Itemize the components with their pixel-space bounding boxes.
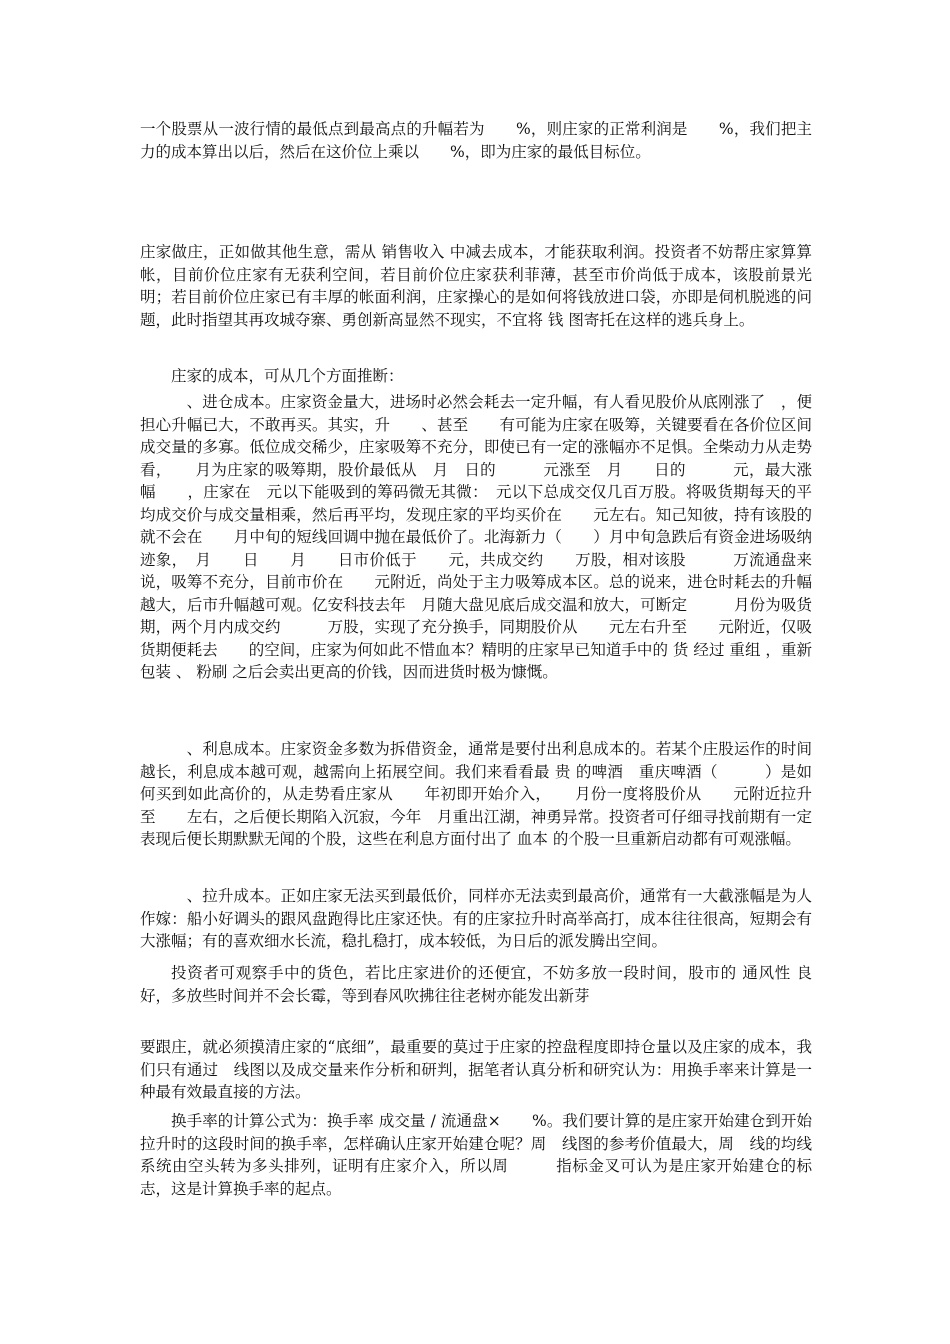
paragraph-target-price: 一个股票从一波行情的最低点到最高点的升幅若为 %，则庄家的正常利润是 %，我们把主力的成本算出以后，然后在这价位上乘以 %，即为庄家的最低目标位。 xyxy=(140,120,812,161)
paragraph-dealer-cost-intro: 庄家做庄，正如做其他生意，需从 销售收入 中减去成本，才能获取利润。投资者不妨帮庄家算算帐，目前价位庄家有无获利空间，若目前价位庄家获利菲薄，甚至市价尚低于成本，该股前景光明；若目前价位庄家已有丰厚的帐面利润，庄家操心的是如何将钱放进口袋，亦即是伺机脱逃的问题，此时指望其再攻城夺寨、勇创新高显然不现实，不宜将 钱 图寄托在这样的逃兵身上。 xyxy=(140,243,812,329)
paragraph-pullup-cost: 、拉升成本。正如庄家无法买到最低价，同样亦无法卖到最高价，通常有一大截涨幅是为人作嫁：船小好调头的跟风盘跑得比庄家还快。有的庄家拉升时高举高打，成本往往很高，短期会有大涨幅；有的喜欢细水长流，稳扎稳打，成本较低，为日后的派发腾出空间。 xyxy=(140,887,812,950)
paragraph-entry-cost: 、进仓成本。庄家资金量大，进场时必然会耗去一定升幅，有人看见股价从底刚涨了 ，便担心升幅已大，不敢再买。其实，升 、甚至 有可能为庄家在吸筹，关键要看在各价位区间成交量的多寡。低位成交稀少，庄家吸筹不充分，即使已有一定的涨幅亦不足惧。全柴动力从走势看， 月为庄家的吸筹期，股价最低从 月 日的 元涨至 月 日的 元，最大涨幅 ，庄家在 元以下能吸到的筹码微无其微： 元以下总成交仅几百万股。将吸货期每天的平均成交价与成交量相乘，然后再平均，发现庄家的平均买价在 元左右。知己知彼，持有该股的就不会在 月中旬的短线回调中抛在最低价了。北海新力（ ）月中旬急跌后有资金进场吸纳迹象， 月 日 月 日市价低于 元，共成交约 万股，相对该股 万流通盘来说，吸筹不充分，目前市价在 元附近，尚处于主力吸筹成本区。总的说来，进仓时耗去的升幅越大，后市升幅越可观。亿安科技去年 月随大盘见底后成交温和放大，可断定 月份为吸货期，两个月内成交约 万股，实现了充分换手，同期股价从 元左右升至 元附近，仅吸货期便耗去 的空间，庄家为何如此不惜血本？精明的庄家早已知道手中的 货 经过 重组 ，重新 包装 、 粉刷 之后会卖出更高的价钱，因而进货时极为慷慨。 xyxy=(140,393,812,681)
paragraph-turnover-formula: 换手率的计算公式为：换手率 成交量 / 流通盘× %。我们要计算的是庄家开始建仓到开始拉升时的这段时间的换手率，怎样确认庄家开始建仓呢？周 线图的参考价值最大，周 线的均线系统由空头转为多头排列，证明有庄家介入，所以周 指标金叉可认为是庄家开始建仓的标志，这是计算换手率的起点。 xyxy=(140,1112,812,1198)
paragraph-investor-advice: 投资者可观察手中的货色，若比庄家进价的还便宜，不妨多放一段时间，股市的 通风性 良好，多放些时间并不会长霉，等到春风吹拂往往老树亦能发出新芽 xyxy=(140,964,812,1005)
paragraph-cost-aspects: 庄家的成本，可从几个方面推断： xyxy=(171,367,404,385)
paragraph-follow-dealer: 要跟庄，就必须摸清庄家的“底细”，最重要的莫过于庄家的控盘程度即持仓量以及庄家的成本，我们只有通过 线图以及成交量来作分析和研判，据笔者认真分析和研究认为：用换手率来计算是一种最有效最直接的方法。 xyxy=(140,1038,812,1101)
paragraph-interest-cost: 、利息成本。庄家资金多数为拆借资金，通常是要付出利息成本的。若某个庄股运作的时间越长，利息成本越可观，越需向上拓展空间。我们来看看最 贵 的啤酒 重庆啤酒（ ）是如何买到如此高价的，从走势看庄家从 年初即开始介入， 月份一度将股价从 元附近拉升至 左右，之后便长期陷入沉寂，今年 月重出江湖，神勇异常。投资者可仔细寻找前期有一定表现后便长期默默无闻的个股，这些在利息方面付出了 血本 的个股一旦重新启动都有可观涨幅。 xyxy=(140,740,812,848)
